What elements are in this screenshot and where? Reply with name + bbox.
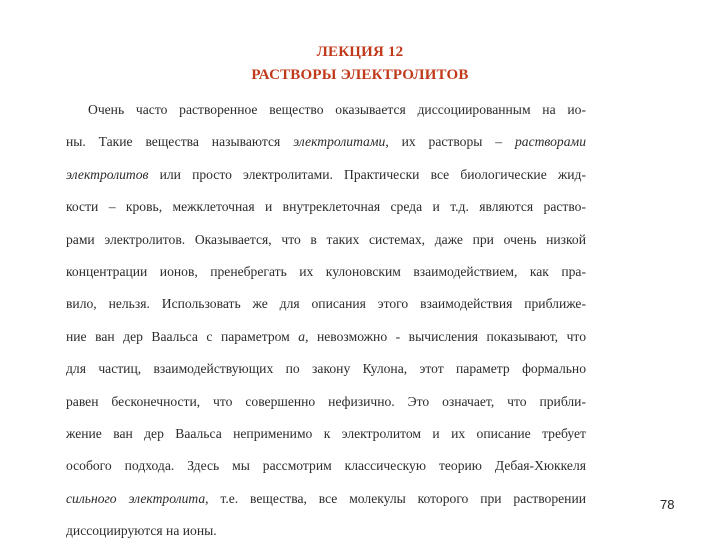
lecture-number-title: ЛЕКЦИЯ 12 bbox=[316, 44, 404, 60]
text-line bbox=[66, 159, 586, 191]
italic-term: a bbox=[298, 328, 306, 344]
text-segment: для частиц, взаимодействующих по закону Кулона, этот параметр формально bbox=[66, 361, 586, 377]
text-line bbox=[66, 94, 586, 126]
text-line bbox=[66, 321, 586, 353]
text-segment: или просто электролитами. Практически все биологические жид- bbox=[148, 166, 586, 182]
text-segment: особого подхода. Здесь мы рассмотрим классическую теорию Дебая-Хюккеля bbox=[66, 458, 586, 474]
text-line bbox=[66, 288, 586, 320]
text-line bbox=[66, 126, 586, 158]
italic-term: растворами bbox=[514, 134, 586, 150]
text-line bbox=[66, 224, 586, 256]
text-segment: , их растворы – bbox=[385, 134, 515, 150]
page-number: 78 bbox=[660, 497, 675, 512]
text-line bbox=[66, 515, 586, 547]
italic-term: электролитами bbox=[293, 134, 386, 150]
text-line bbox=[66, 256, 586, 288]
text-segment: Очень часто растворенное вещество оказывается диссоциированным на ио- bbox=[88, 102, 586, 117]
lecture-body-text bbox=[66, 94, 586, 547]
italic-term: сильного электролита bbox=[66, 490, 206, 506]
text-line bbox=[66, 386, 586, 418]
text-segment: вило, нельзя. Использовать же для описания этого взаимодействия приближе- bbox=[66, 296, 586, 312]
text-line bbox=[66, 450, 586, 482]
text-line bbox=[66, 418, 586, 450]
text-segment: кости – кровь, межклеточная и внутреклеточная среда и т.д. являются раство- bbox=[66, 199, 586, 215]
text-segment: рами электролитов. Оказывается, что в таких системах, даже при очень низкой bbox=[66, 231, 586, 247]
text-segment: , т.е. вещества, все молекулы которого при растворении bbox=[205, 490, 587, 506]
italic-term: электролитов bbox=[66, 166, 149, 182]
lecture-topic-title: РАСТВОРЫ ЭЛЕКТРОЛИТОВ bbox=[251, 67, 469, 83]
text-segment: , невозможно - вычисления показывают, что bbox=[305, 328, 586, 344]
text-segment: жение ван дер Ваальса неприменимо к электролитом и их описание требует bbox=[66, 425, 586, 441]
text-line bbox=[66, 353, 586, 385]
text-segment: ние ван дер Ваальса с параметром bbox=[66, 328, 299, 344]
text-segment: концентрации ионов, пренебрегать их кулоновским взаимодействием, как пра- bbox=[66, 263, 586, 279]
text-segment: равен бесконечности, что совершенно нефизично. Это означает, что прибли- bbox=[66, 393, 586, 409]
text-line bbox=[66, 191, 586, 223]
text-segment: ны. Такие вещества называются bbox=[66, 134, 294, 150]
text-segment: диссоциируются на ионы. bbox=[66, 523, 217, 539]
text-line bbox=[66, 483, 586, 515]
